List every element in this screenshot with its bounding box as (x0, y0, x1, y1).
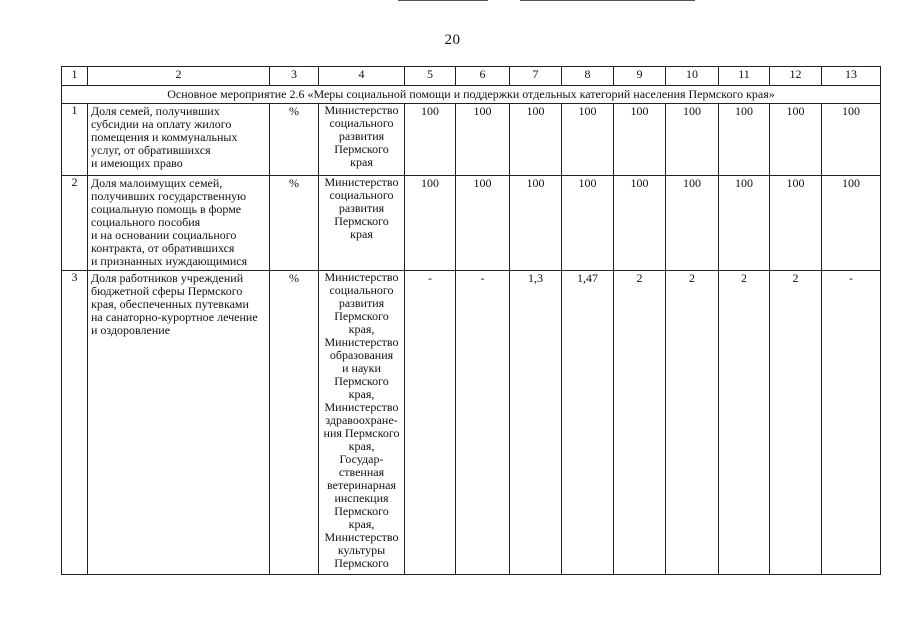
value-cell: 100 (770, 176, 822, 271)
section-row (62, 86, 881, 104)
column-header: 4 (319, 67, 405, 86)
row-number: 3 (62, 271, 88, 575)
unit-cell: % (270, 104, 319, 176)
value-cell: 1,47 (562, 271, 614, 575)
value-cell: 100 (562, 104, 614, 176)
value-cell: 100 (822, 104, 881, 176)
row-number: 1 (62, 104, 88, 176)
top-rule (398, 0, 488, 1)
value-cell: 2 (770, 271, 822, 575)
indicator-name: Доля малоимущих семей, получивших государственную социальную помощь в форме социального пособия и на основании социального контракта, от обратившихся и признанных нуждающимися (88, 176, 270, 271)
value-cell: 100 (405, 104, 456, 176)
responsible-executor: Министерство социального развития Пермского края, Министерство образования и науки Пермского края, Министерство здравоохране- ния Пермского края, Государ- ственная ветеринарная инспекция Пермского края, Министерство культуры Пермского (319, 271, 405, 575)
top-rule (520, 0, 695, 1)
page-number: 20 (444, 32, 461, 48)
value-cell: 100 (666, 104, 719, 176)
responsible-executor: Министерство социального развития Пермского края (319, 104, 405, 176)
column-header: 5 (405, 67, 456, 86)
column-header: 10 (666, 67, 719, 86)
indicators-table (61, 66, 881, 575)
value-cell: - (456, 271, 510, 575)
column-header: 13 (822, 67, 881, 86)
value-cell: 100 (719, 176, 770, 271)
value-cell: 2 (666, 271, 719, 575)
value-cell: - (405, 271, 456, 575)
column-header: 3 (270, 67, 319, 86)
value-cell: 100 (666, 176, 719, 271)
table-row (62, 104, 881, 176)
value-cell: 100 (510, 176, 562, 271)
value-cell: 100 (510, 104, 562, 176)
indicator-name: Доля семей, получивших субсидии на оплату жилого помещения и коммунальных услуг, от обратившихся и имеющих право (88, 104, 270, 176)
value-cell: 100 (614, 104, 666, 176)
value-cell: 1,3 (510, 271, 562, 575)
unit-cell: % (270, 271, 319, 575)
column-header: 6 (456, 67, 510, 86)
column-header: 9 (614, 67, 666, 86)
indicator-name: Доля работников учреждений бюджетной сферы Пермского края, обеспеченных путевками на санаторно-курортное лечение и оздоровление (88, 271, 270, 575)
column-header: 7 (510, 67, 562, 86)
unit-cell: % (270, 176, 319, 271)
table-row (62, 271, 881, 575)
section-title: Основное мероприятие 2.6 «Меры социальной помощи и поддержки отдельных категорий населения Пермского края» (62, 86, 881, 104)
value-cell: 100 (456, 104, 510, 176)
column-header: 1 (62, 67, 88, 86)
value-cell: 100 (405, 176, 456, 271)
value-cell: 100 (614, 176, 666, 271)
row-number: 2 (62, 176, 88, 271)
value-cell: 100 (822, 176, 881, 271)
value-cell: 2 (614, 271, 666, 575)
responsible-executor: Министерство социального развития Пермского края (319, 176, 405, 271)
table-row (62, 176, 881, 271)
value-cell: 100 (456, 176, 510, 271)
column-header: 2 (88, 67, 270, 86)
value-cell: 2 (719, 271, 770, 575)
column-header: 12 (770, 67, 822, 86)
column-header: 11 (719, 67, 770, 86)
value-cell: 100 (770, 104, 822, 176)
value-cell: 100 (719, 104, 770, 176)
column-header: 8 (562, 67, 614, 86)
value-cell: 100 (562, 176, 614, 271)
value-cell: - (822, 271, 881, 575)
column-number-row (62, 67, 881, 86)
